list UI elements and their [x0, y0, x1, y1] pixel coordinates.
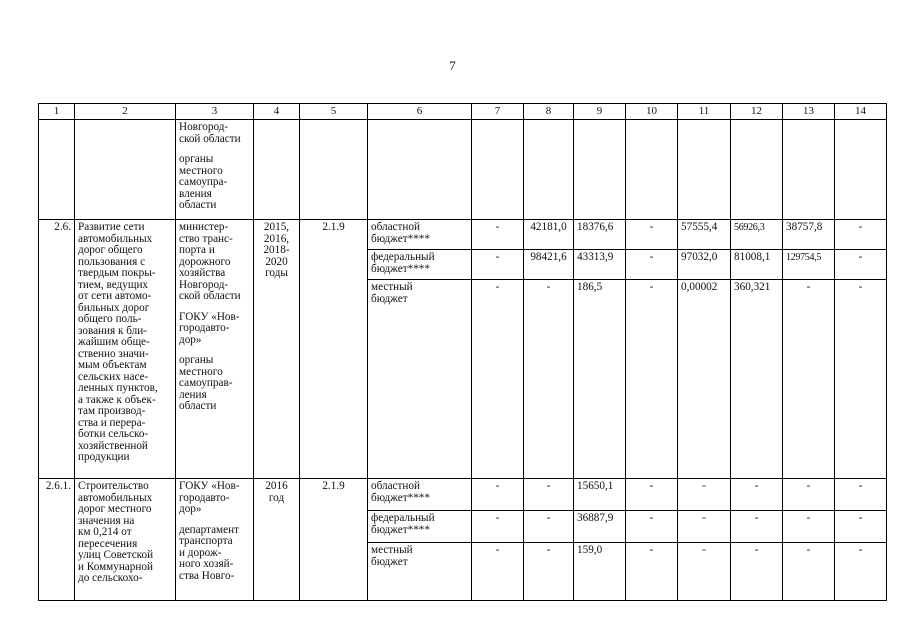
value-cell: -: [472, 220, 524, 250]
target-cell: 2.1.9: [300, 220, 368, 479]
header-cell: 5: [300, 104, 368, 120]
value-cell: 98421,6: [524, 250, 574, 280]
value-cell: -: [783, 511, 835, 543]
value-cell: 81008,1: [731, 250, 783, 280]
value-cell: -: [626, 250, 678, 280]
header-cell: 8: [524, 104, 574, 120]
value-cell: -: [472, 250, 524, 280]
years-cell: 2015, 2016, 2018- 2020 годы: [254, 220, 300, 479]
value-cell: -: [783, 543, 835, 601]
executor-cell: ГОКУ «Нов- городавто- дор» департамент транспорта и дорож- ного хозяй- ства Новго-: [176, 479, 254, 601]
value-cell: -: [524, 280, 574, 479]
value-cell: -: [835, 220, 887, 250]
continuation-row: [39, 120, 887, 220]
value-cell: -: [626, 280, 678, 479]
value-cell: -: [626, 220, 678, 250]
value-cell: 360,321: [731, 280, 783, 479]
source-name: федеральный бюджет****: [368, 250, 472, 280]
value-cell: 43313,9: [574, 250, 626, 280]
header-cell: 2: [75, 104, 176, 120]
source-name: местный бюджет: [368, 543, 472, 601]
header-cell: 4: [254, 104, 300, 120]
value-cell: -: [472, 479, 524, 511]
header-cell: 13: [783, 104, 835, 120]
value-cell: 159,0: [574, 543, 626, 601]
measure-name: Развитие сети автомобильных дорог общего пользования с твердым покры- тием, ведущих от сети автомо- бильных дорог общего поль- зования к бли- жайшим обще- ственно значи- мым объектам сельских насе- ленных пунктов, а также к объек- там производ- ства и перера- ботки сельско- хозяйственной продукции: [75, 220, 176, 479]
header-row: [39, 104, 887, 120]
measure-name: Строительство автомобильных дорог местного значения на км 0,214 от пересечения улиц Советской и Коммунарной до сельскохо-: [75, 479, 176, 601]
header-cell: 11: [678, 104, 731, 120]
row-number: 2.6.1.: [39, 479, 75, 601]
value-cell: 129754,5: [783, 250, 835, 280]
value-cell: -: [835, 479, 887, 511]
value-cell: -: [626, 479, 678, 511]
value-cell: -: [835, 280, 887, 479]
value-cell: -: [472, 511, 524, 543]
value-cell: 36887,9: [574, 511, 626, 543]
value-cell: -: [678, 511, 731, 543]
value-cell: -: [524, 511, 574, 543]
source-name: областной бюджет****: [368, 479, 472, 511]
value-cell: -: [678, 479, 731, 511]
table-row: [39, 479, 887, 511]
row-number: 2.6.: [39, 220, 75, 479]
header-cell: 7: [472, 104, 524, 120]
header-cell: 1: [39, 104, 75, 120]
header-cell: 14: [835, 104, 887, 120]
years-cell: 2016 год: [254, 479, 300, 601]
header-cell: 12: [731, 104, 783, 120]
value-cell: 18376,6: [574, 220, 626, 250]
source-name: федеральный бюджет****: [368, 511, 472, 543]
executor-cell: министер- ство транс- порта и дорожного хозяйства Новгород- ской области ГОКУ «Нов- городавто- дор» органы местного самоуправ- ления области: [176, 220, 254, 479]
value-cell: -: [626, 543, 678, 601]
header-cell: 3: [176, 104, 254, 120]
executor-cell: Новгород- ской области органы местного самоупра- вления области: [176, 120, 254, 220]
value-cell: -: [731, 543, 783, 601]
header-cell: 9: [574, 104, 626, 120]
value-cell: -: [524, 479, 574, 511]
source-name: областной бюджет****: [368, 220, 472, 250]
value-cell: -: [835, 543, 887, 601]
budget-table: [38, 103, 887, 601]
header-cell: 10: [626, 104, 678, 120]
value-cell: 42181,0: [524, 220, 574, 250]
header-cell: 6: [368, 104, 472, 120]
value-cell: 15650,1: [574, 479, 626, 511]
value-cell: -: [835, 250, 887, 280]
value-cell: -: [524, 543, 574, 601]
value-cell: -: [783, 280, 835, 479]
value-cell: -: [835, 511, 887, 543]
target-cell: 2.1.9: [300, 479, 368, 601]
value-cell: 38757,8: [783, 220, 835, 250]
value-cell: -: [731, 511, 783, 543]
value-cell: 56926,3: [731, 220, 783, 250]
source-name: местный бюджет: [368, 280, 472, 479]
table-row: [39, 220, 887, 250]
value-cell: -: [783, 479, 835, 511]
value-cell: -: [472, 543, 524, 601]
value-cell: -: [472, 280, 524, 479]
value-cell: -: [731, 479, 783, 511]
value-cell: -: [626, 511, 678, 543]
value-cell: 57555,4: [678, 220, 731, 250]
value-cell: 97032,0: [678, 250, 731, 280]
value-cell: -: [678, 543, 731, 601]
value-cell: 186,5: [574, 280, 626, 479]
value-cell: 0,00002: [678, 280, 731, 479]
page-number: 7: [449, 58, 456, 73]
